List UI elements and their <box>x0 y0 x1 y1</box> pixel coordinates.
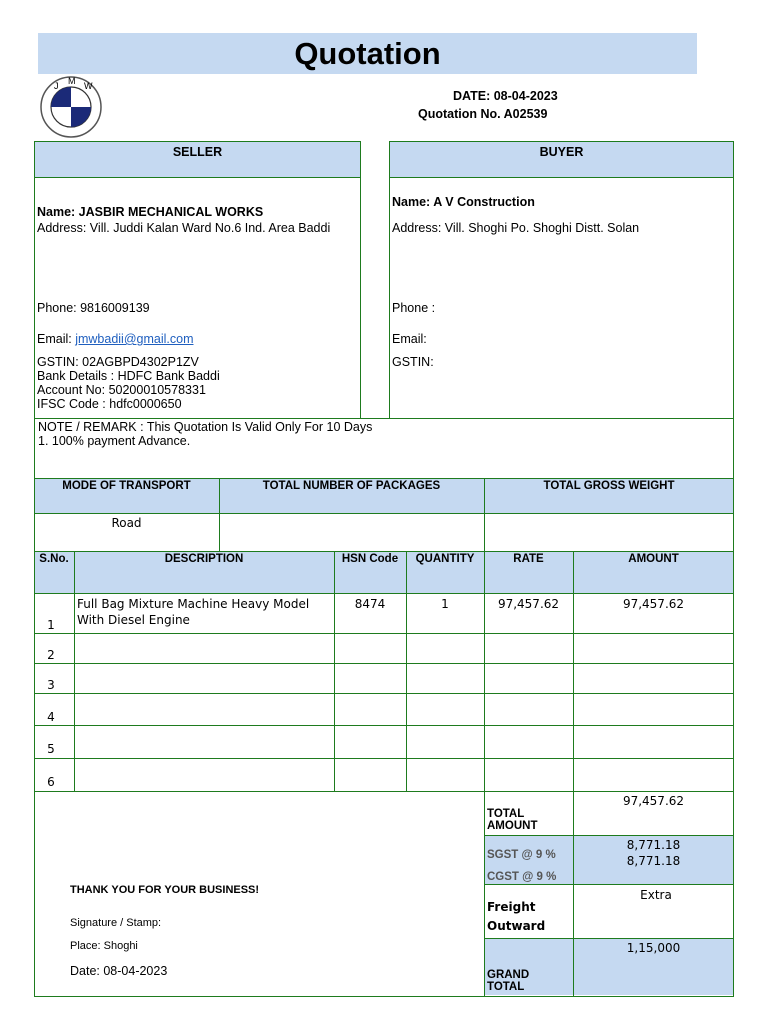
divider <box>34 177 361 178</box>
jmw-logo <box>38 76 104 138</box>
row-5-sno: 5 <box>47 742 55 756</box>
divider <box>484 835 734 836</box>
divider <box>573 551 574 792</box>
row-1-rate: 97,457.62 <box>497 597 560 611</box>
col-header-quantity: QUANTITY <box>415 553 475 565</box>
col-header-rate: RATE <box>513 553 544 565</box>
divider <box>34 725 734 726</box>
total-amount-label-2: AMOUNT <box>487 820 538 832</box>
seller-address: Address: Vill. Juddi Kalan Ward No.6 Ind. Area Baddi <box>37 221 331 235</box>
seller-phone: Phone: 9816009139 <box>37 301 150 315</box>
transport-mode-header: MODE OF TRANSPORT <box>62 480 191 492</box>
buyer-heading: BUYER <box>539 145 584 159</box>
footer-date: Date: 08-04-2023 <box>70 964 168 978</box>
freight-label-1: Freight <box>487 900 536 914</box>
freight-label-2: Outward <box>487 919 546 933</box>
sgst-label: SGST @ 9 % <box>487 849 556 861</box>
divider <box>334 551 335 792</box>
note-line-2: 1. 100% payment Advance. <box>38 434 191 448</box>
divider <box>34 693 734 694</box>
divider <box>484 551 485 792</box>
freight-value: Extra <box>640 888 672 902</box>
divider <box>34 513 734 514</box>
grand-total-label-1: GRAND <box>487 969 530 981</box>
seller-bank: Bank Details : HDFC Bank Baddi <box>37 369 220 383</box>
row-1-sno: 1 <box>47 618 55 632</box>
logo-letter-w: W <box>84 81 93 91</box>
row-3-sno: 3 <box>47 678 55 692</box>
logo-letter-m: M <box>68 76 76 86</box>
row-2-sno: 2 <box>47 648 55 662</box>
transport-weight-header: TOTAL GROSS WEIGHT <box>543 480 675 492</box>
divider <box>74 551 75 792</box>
buyer-email: Email: <box>392 332 427 346</box>
row-1-hsn: 8474 <box>354 597 386 611</box>
row-1-amount: 97,457.62 <box>622 597 685 611</box>
row-4-sno: 4 <box>47 710 55 724</box>
seller-gstin: GSTIN: 02AGBPD4302P1ZV <box>37 355 199 369</box>
buyer-box <box>389 141 734 419</box>
col-header-description: DESCRIPTION <box>164 553 244 565</box>
quotation-date: DATE: 08-04-2023 <box>453 89 558 103</box>
seller-heading: SELLER <box>172 145 223 159</box>
buyer-phone: Phone : <box>392 301 436 315</box>
seller-email-link[interactable]: jmwbadii@gmail.com <box>75 332 194 346</box>
signature-label: Signature / Stamp: <box>70 917 162 929</box>
col-header-amount: AMOUNT <box>628 553 679 565</box>
buyer-address: Address: Vill. Shoghi Po. Shoghi Distt. Solan <box>392 221 640 235</box>
divider <box>389 177 734 178</box>
col-header-hsn: HSN Code <box>341 553 399 565</box>
note-line-1: NOTE / REMARK : This Quotation Is Valid Only For 10 Days <box>38 420 373 434</box>
col-header-sno: S.No. <box>39 553 69 565</box>
row-1-description-line-1: Full Bag Mixture Machine Heavy Model <box>77 597 310 611</box>
buyer-gstin: GSTIN: <box>392 355 434 369</box>
divider <box>484 791 485 997</box>
seller-name: Name: JASBIR MECHANICAL WORKS <box>37 205 264 219</box>
divider <box>34 633 734 634</box>
grand-total-label-2: TOTAL <box>487 981 525 993</box>
thank-you-text: THANK YOU FOR YOUR BUSINESS! <box>70 884 260 896</box>
cgst-value: 8,771.18 <box>626 854 681 868</box>
divider <box>34 758 734 759</box>
sgst-value: 8,771.18 <box>626 838 681 852</box>
total-amount-label-1: TOTAL <box>487 808 525 820</box>
seller-account: Account No: 50200010578331 <box>37 383 206 397</box>
seller-ifsc: IFSC Code : hdfc0000650 <box>37 397 182 411</box>
items-table <box>34 551 734 792</box>
divider <box>34 663 734 664</box>
transport-mode-value: Road <box>111 516 142 530</box>
divider <box>484 884 734 885</box>
grand-total-value: 1,15,000 <box>626 941 681 955</box>
place-label: Place: Shoghi <box>70 940 138 952</box>
row-6-sno: 6 <box>47 775 55 789</box>
row-1-quantity: 1 <box>441 597 449 611</box>
divider <box>34 593 734 594</box>
divider <box>406 551 407 792</box>
seller-email-label: Email: <box>37 332 76 346</box>
cgst-label: CGST @ 9 % <box>487 871 557 883</box>
transport-packages-header: TOTAL NUMBER OF PACKAGES <box>262 480 441 492</box>
buyer-name: Name: A V Construction <box>392 195 535 209</box>
divider <box>484 938 734 939</box>
total-amount-value: 97,457.62 <box>622 794 685 808</box>
logo-letter-j: J <box>54 81 59 91</box>
quotation-number: Quotation No. A02539 <box>418 107 548 121</box>
seller-email-row <box>37 332 193 346</box>
page-title: Quotation <box>294 36 441 71</box>
row-1-description-line-2: With Diesel Engine <box>77 613 190 627</box>
